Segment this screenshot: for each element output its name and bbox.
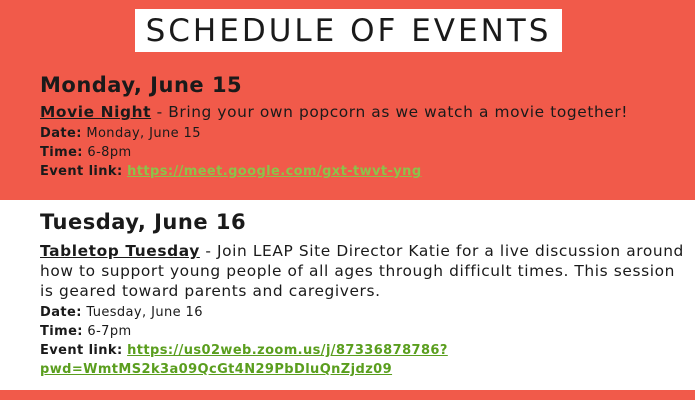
event-link[interactable]: https://us02web.zoom.us/j/87336878786? <box>127 343 448 358</box>
time-value: 6-8pm <box>82 145 132 160</box>
event-time <box>40 143 685 162</box>
date-value: Monday, June 15 <box>81 126 201 141</box>
event-date <box>40 303 685 322</box>
day-heading: Tuesday, June 16 <box>40 210 247 234</box>
event-description <box>40 241 685 301</box>
event-link-row <box>40 341 685 360</box>
event-time <box>40 322 685 341</box>
time-label: Time: <box>40 324 83 339</box>
event-summary: - Bring your own popcorn as we watch a movie together! <box>151 103 629 121</box>
event-link-row-continued <box>40 360 685 379</box>
time-value: 6-7pm <box>82 324 132 339</box>
event-name: Movie Night <box>40 103 152 121</box>
event-tuesday <box>40 209 685 379</box>
event-description <box>40 102 685 122</box>
event-name: Tabletop Tuesday <box>40 242 200 260</box>
event-summary: - Join LEAP Site Director Katie for a live discussion around how to support young people of all ages through difficult times. This session is geared toward parents and caregivers. <box>40 242 684 300</box>
time-label: Time: <box>40 145 83 160</box>
event-link-continued[interactable]: pwd=WmtMS2k3a09QcGt4N29PbDluQnZjdz09 <box>40 362 393 377</box>
link-label: Event link: <box>40 343 123 358</box>
event-link[interactable]: https://meet.google.com/gxt-twvt-yng <box>127 164 422 179</box>
event-link-row <box>40 162 685 181</box>
link-label: Event link: <box>40 164 123 179</box>
event-monday <box>40 72 685 181</box>
date-label: Date: <box>40 126 82 141</box>
date-label: Date: <box>40 305 82 320</box>
event-date <box>40 124 685 143</box>
date-value: Tuesday, June 16 <box>81 305 203 320</box>
page-title: SCHEDULE OF EVENTS <box>135 9 562 52</box>
day-heading: Monday, June 15 <box>40 73 243 97</box>
next-section-background <box>0 390 695 400</box>
